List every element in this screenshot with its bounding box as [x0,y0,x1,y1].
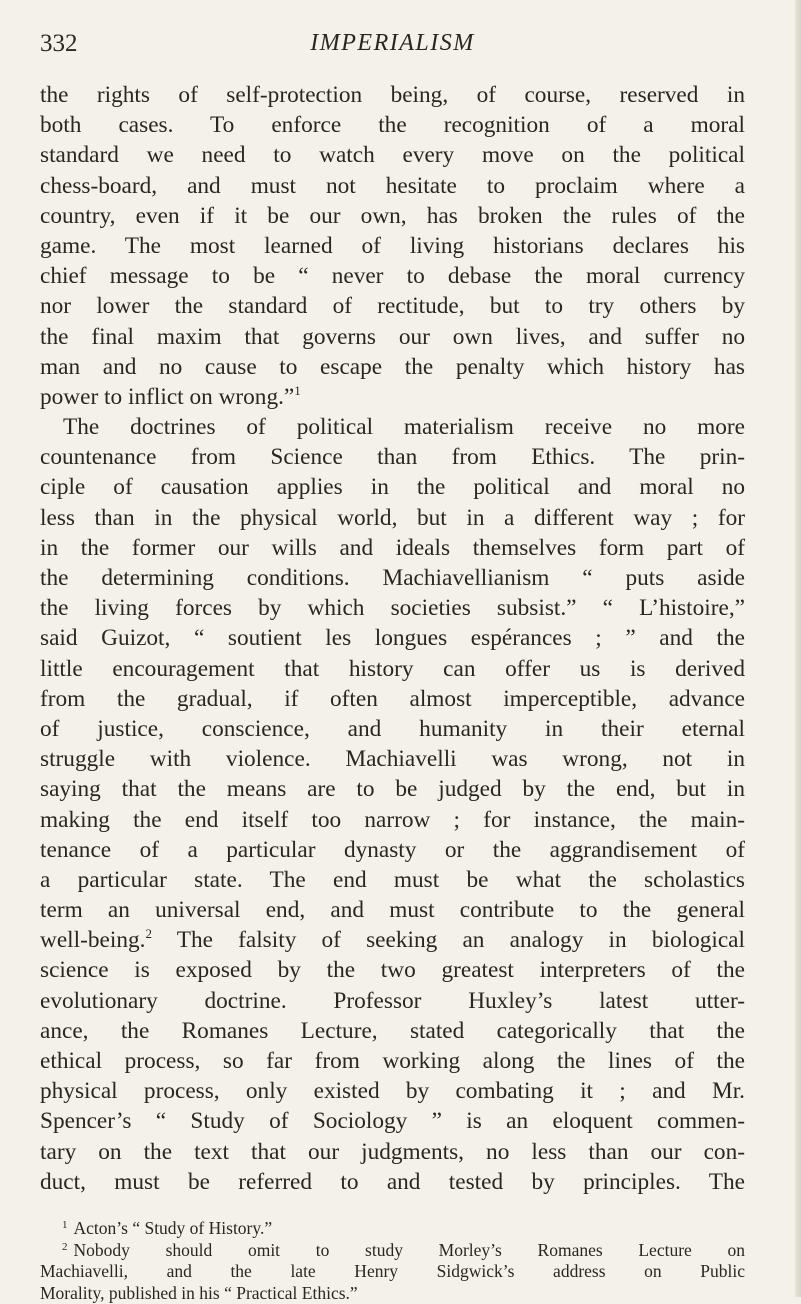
text-line [40,231,745,261]
text-line-content: nor lower the standard of rectitude, but to try others by [40,293,745,319]
text-line [40,1016,745,1046]
text-line [40,925,745,955]
text-line [40,714,745,744]
text-line [40,1167,745,1197]
text-line-content: evolutionary doctrine. Professor Huxley’s latest utter- [40,988,745,1014]
text-line [40,412,745,442]
text-line [40,684,745,714]
text-line-content: little encouragement that history can offer us is derived [40,656,745,682]
footnote-text: Nobody should omit to study Morley’s Romanes Lecture on [74,1240,746,1260]
text-line [40,110,745,140]
text-line-content: ethical process, so far from working along the lines of the [40,1048,745,1074]
text-line-content: said Guizot, “ soutient les longues espérances ; ” and the [40,625,745,651]
text-line-content: the rights of self-protection being, of course, reserved in [40,82,745,108]
text-line [40,171,745,201]
text-line [40,80,745,110]
footnote-line [40,1218,745,1240]
text-line-content: well-being. [40,927,145,953]
text-line-content: from the gradual, if often almost imperceptible, advance [40,686,745,712]
text-line [40,1137,745,1167]
text-line-content: power to inflict on wrong.” [40,384,294,410]
text-line-content: the determining conditions. Machiavellianism “ puts aside [40,565,745,591]
footnote-ref[interactable]: 2 [145,926,152,941]
text-line [40,201,745,231]
footnote-line [40,1283,745,1304]
running-title: IMPERIALISM [40,30,745,57]
text-line [40,140,745,170]
text-line-content: the living forces by which societies subsist.” “ L’histoire,” [40,595,745,621]
text-line-content: the final maxim that governs our own lives, and suffer no [40,324,745,350]
text-line-content: struggle with violence. Machiavelli was wrong, not in [40,746,745,772]
footnote-line [40,1261,745,1283]
text-line [40,1106,745,1136]
text-line [40,955,745,985]
text-line [40,533,745,563]
page-number: 332 [40,30,78,58]
footnote-ref[interactable]: 1 [294,383,301,398]
text-line [40,593,745,623]
text-line-content: a particular state. The end must be what the scholastics [40,867,745,893]
text-line [40,623,745,653]
text-line-content: duct, must be referred to and tested by principles. The [40,1169,745,1195]
text-line-content: man and no cause to escape the penalty which history has [40,354,745,380]
text-line-content: term an universal end, and must contribute to the general [40,897,745,923]
text-line-content: tenance of a particular dynasty or the aggrandisement of [40,837,745,863]
text-line-content: physical process, only existed by combating it ; and Mr. [40,1078,745,1104]
text-line-content: of justice, conscience, and humanity in their eternal [40,716,745,742]
page-edge [795,0,801,1297]
text-line [40,805,745,835]
footnote-line [40,1240,745,1262]
text-line-content: making the end itself too narrow ; for instance, the main- [40,807,745,833]
text-line [40,503,745,533]
text-line [40,744,745,774]
text-line-content: ciple of causation applies in the political and moral no [40,474,745,500]
text-line [40,442,745,472]
footnote-marker: 1 [62,1219,68,1231]
footnote-text: Morality, published in his “ Practical Ethics.” [40,1283,358,1303]
text-line-content: both cases. To enforce the recognition of a moral [40,112,745,138]
text-line-content: country, even if it be our own, has broken the rules of the [40,203,745,229]
text-line-content: science is exposed by the two greatest interpreters of the [40,957,745,983]
text-line [40,1076,745,1106]
text-line-content: The doctrines of political materialism receive no more [63,414,745,440]
text-line-content: saying that the means are to be judged by the end, but in [40,776,745,802]
footnotes [40,1218,745,1304]
text-line-content: chess-board, and must not hesitate to proclaim where a [40,173,745,199]
text-line-content: standard we need to watch every move on the political [40,142,745,168]
text-line [40,322,745,352]
text-line-content: less than in the physical world, but in a different way ; for [40,505,745,531]
text-line [40,865,745,895]
text-line-content: chief message to be “ never to debase the moral currency [40,263,745,289]
text-line [40,291,745,321]
text-line [40,774,745,804]
footnote-text: Acton’s “ Study of History.” [74,1218,273,1238]
text-line [40,835,745,865]
text-line [40,563,745,593]
text-line-content: in the former our wills and ideals themselves form part of [40,535,745,561]
text-line [40,472,745,502]
text-line [40,1046,745,1076]
text-line-content: tary on the text that our judgments, no less than our con- [40,1139,745,1165]
text-line [40,382,745,412]
text-line-content: Spencer’s “ Study of Sociology ” is an eloquent commen- [40,1108,745,1134]
text-line-content: countenance from Science than from Ethics. The prin- [40,444,745,470]
footnote-text: Machiavelli, and the late Henry Sidgwick’s address on Public [40,1261,745,1281]
page-header [40,30,745,66]
footnote-marker: 2 [62,1241,68,1253]
text-line [40,654,745,684]
text-line [40,261,745,291]
text-line [40,352,745,382]
text-line-tail: The falsity of seeking an analogy in biological [152,927,745,953]
text-line-content: ance, the Romanes Lecture, stated categorically that the [40,1018,745,1044]
text-line-content: game. The most learned of living historians declares his [40,233,745,259]
text-line [40,986,745,1016]
text-line [40,895,745,925]
body-text [40,80,745,1197]
